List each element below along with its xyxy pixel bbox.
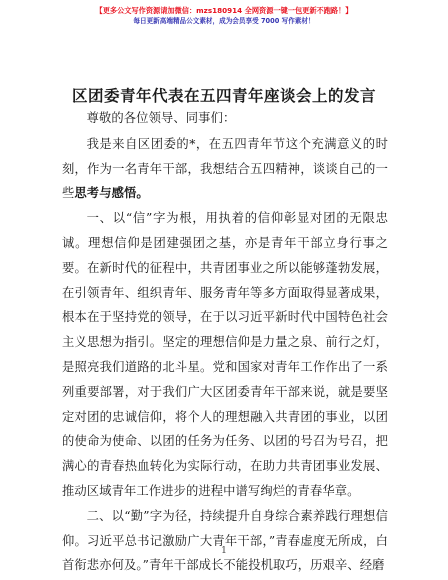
page-number: 1 bbox=[221, 546, 227, 556]
document-body bbox=[62, 106, 388, 578]
section-1-paragraph: 一、以“信”字为根，用执着的信仰彰显对团的无限忠诚。理想信仰是团建强团之基，亦是青年干部立身行事之要。在新时代的征程中，共青团事业之所以能够蓬勃发展，在引领青年、组织青年、服务青年等多方面取得显著成果，根本在于坚持党的领导，在于以习近平新时代中国特色社会主义思想为指引。坚定的理想信仰是力量之泉、前行之灯，是照亮我们道路的北斗星。党和国家对青年工作作出了一系列重要部署，对于我们广大区团委青年干部来说，就是要坚定对团的忠诚信仰，将个人的理想融入共青团的事业，以团的使命为使命、以团的任务为任务、以团的号召为号召，把满心的青春热血转化为实际行动，在助力共青团事业发展、推动区域青年工作进步的进程中谱写绚烂的青春华章。 bbox=[62, 211, 388, 498]
section-2-paragraph: 二、以“勤”字为径，持续提升自身综合素养践行理想信仰。习近平总书记激励广大青年干部，”青春虚度无所成，白首衔悲亦何及。”青年干部成长不能投机取巧，历艰辛、经磨 bbox=[62, 508, 388, 573]
intro-paragraph bbox=[62, 132, 388, 206]
salutation: 尊敬的各位领导、同事们： bbox=[86, 111, 236, 125]
promo-banner-line-1: 【更多公文写作资源请加微信：mzs180914 全网资源一键一包更新不跑路！】 bbox=[95, 6, 353, 15]
intro-emphasis: 思考与感悟。 bbox=[74, 185, 149, 201]
intro-text: 我是来自区团委的*，在五四青年节这个充满意义的时刻，作为一名青年干部，我想结合五四精神，谈谈自己的一些 bbox=[62, 136, 388, 201]
promo-banner-line-2: 每日更新高端精品公文素材，成为会员享受 7000 写作素材！ bbox=[133, 17, 315, 25]
document-title: 区团委青年代表在五四青年座谈会上的发言 bbox=[71, 86, 376, 105]
promo-banner bbox=[0, 6, 448, 26]
